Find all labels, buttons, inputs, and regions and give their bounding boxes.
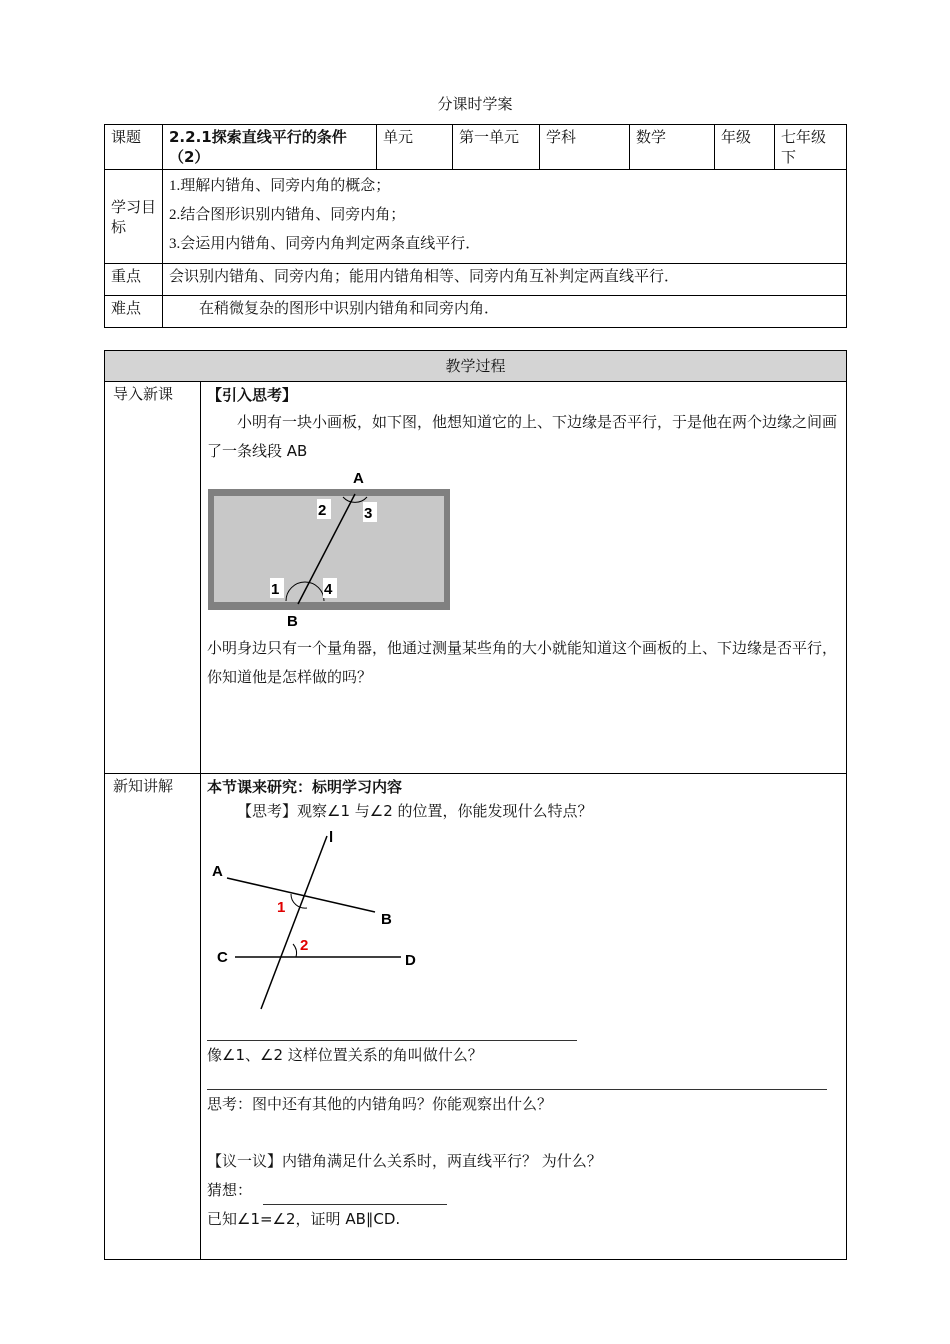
new-heading: 本节课来研究：标明学习内容 <box>207 778 403 796</box>
angle-2-label: 2 <box>300 937 309 954</box>
angle-2-label: 2 <box>318 502 327 519</box>
grade-label: 年级 <box>715 125 775 170</box>
document-title: 分课时学案 <box>437 95 513 113</box>
grade-value: 七年级下 <box>775 125 847 170</box>
intro-label: 导入新课 <box>105 382 201 774</box>
key-value: 会识别内错角、同旁内角；能用内错角相等、同旁内角互补判定两直线平行． <box>163 264 847 296</box>
goal-item: 2.结合图形识别内错角、同旁内角； <box>169 207 406 223</box>
angle-4-label: 4 <box>324 581 333 598</box>
key-label: 重点 <box>105 264 163 296</box>
question-2: 思考：图中还有其他的内错角吗？你能观察出什么？ <box>207 1095 553 1113</box>
angle-1-label: 1 <box>277 899 286 916</box>
drawing-board-figure <box>207 470 467 630</box>
goals-label: 学习目标 <box>105 170 163 264</box>
unit-value: 第一单元 <box>453 125 540 170</box>
angle-1-label: 1 <box>271 581 280 598</box>
angle-3-label: 3 <box>364 505 373 522</box>
point-b-label: B <box>381 911 392 928</box>
new-label: 新知讲解 <box>105 774 201 1260</box>
line-l-label: l <box>329 829 334 846</box>
point-a-label: A <box>212 863 223 880</box>
point-a-label: A <box>353 470 364 487</box>
subject-value: 数学 <box>630 125 715 170</box>
transversal-figure <box>207 824 447 1012</box>
answer-line[interactable] <box>207 1075 827 1090</box>
process-header: 教学过程 <box>105 351 847 382</box>
prove-prompt: 已知∠1=∠2，证明 AB∥CD. <box>207 1210 401 1228</box>
intro-cell <box>201 382 847 774</box>
unit-label: 单元 <box>377 125 453 170</box>
new-cell <box>201 774 847 1260</box>
goal-item: 3.会运用内错角、同旁内角判定两条直线平行． <box>169 236 481 252</box>
discuss-prompt: 【议一议】内错角满足什么关系时，两直线平行？ 为什么？ <box>207 1152 602 1170</box>
intro-question: 小明身边只有一个量角器，他通过测量某些角的大小就能知道这个画板的上、下边缘是否平行，你知道他是怎样做的吗？ <box>207 639 838 686</box>
guess-row <box>207 1176 840 1205</box>
topic-label: 课题 <box>105 125 163 170</box>
goal-item: 1.理解内错角、同旁内角的概念； <box>169 178 391 194</box>
arc-angle-2 <box>293 944 297 957</box>
guess-answer-line[interactable] <box>263 1190 447 1205</box>
answer-line[interactable] <box>207 1026 577 1041</box>
subject-label: 学科 <box>540 125 630 170</box>
process-table <box>104 350 847 1260</box>
point-d-label: D <box>405 952 416 969</box>
topic-value: 2.2.1探索直线平行的条件（2） <box>163 125 377 170</box>
intro-heading: 【引入思考】 <box>207 386 298 404</box>
line-l <box>261 836 327 1009</box>
goals-list <box>163 170 847 264</box>
difficulty-value: 在稍微复杂的图形中识别内错角和同旁内角． <box>163 296 847 328</box>
point-b-label: B <box>287 613 298 630</box>
info-table <box>104 124 847 328</box>
guess-label: 猜想： <box>207 1181 253 1199</box>
question-1: 像∠1、∠2 这样位置关系的角叫做什么？ <box>207 1046 483 1064</box>
intro-paragraph: 小明有一块小画板，如下图，他想知道它的上、下边缘是否平行，于是他在两个边缘之间画了一条线段 AB <box>207 413 838 460</box>
line-ab <box>227 878 375 912</box>
point-c-label: C <box>217 949 228 966</box>
think-prompt: 【思考】观察∠1 与∠2 的位置，你能发现什么特点？ <box>237 802 593 820</box>
difficulty-label: 难点 <box>105 296 163 328</box>
